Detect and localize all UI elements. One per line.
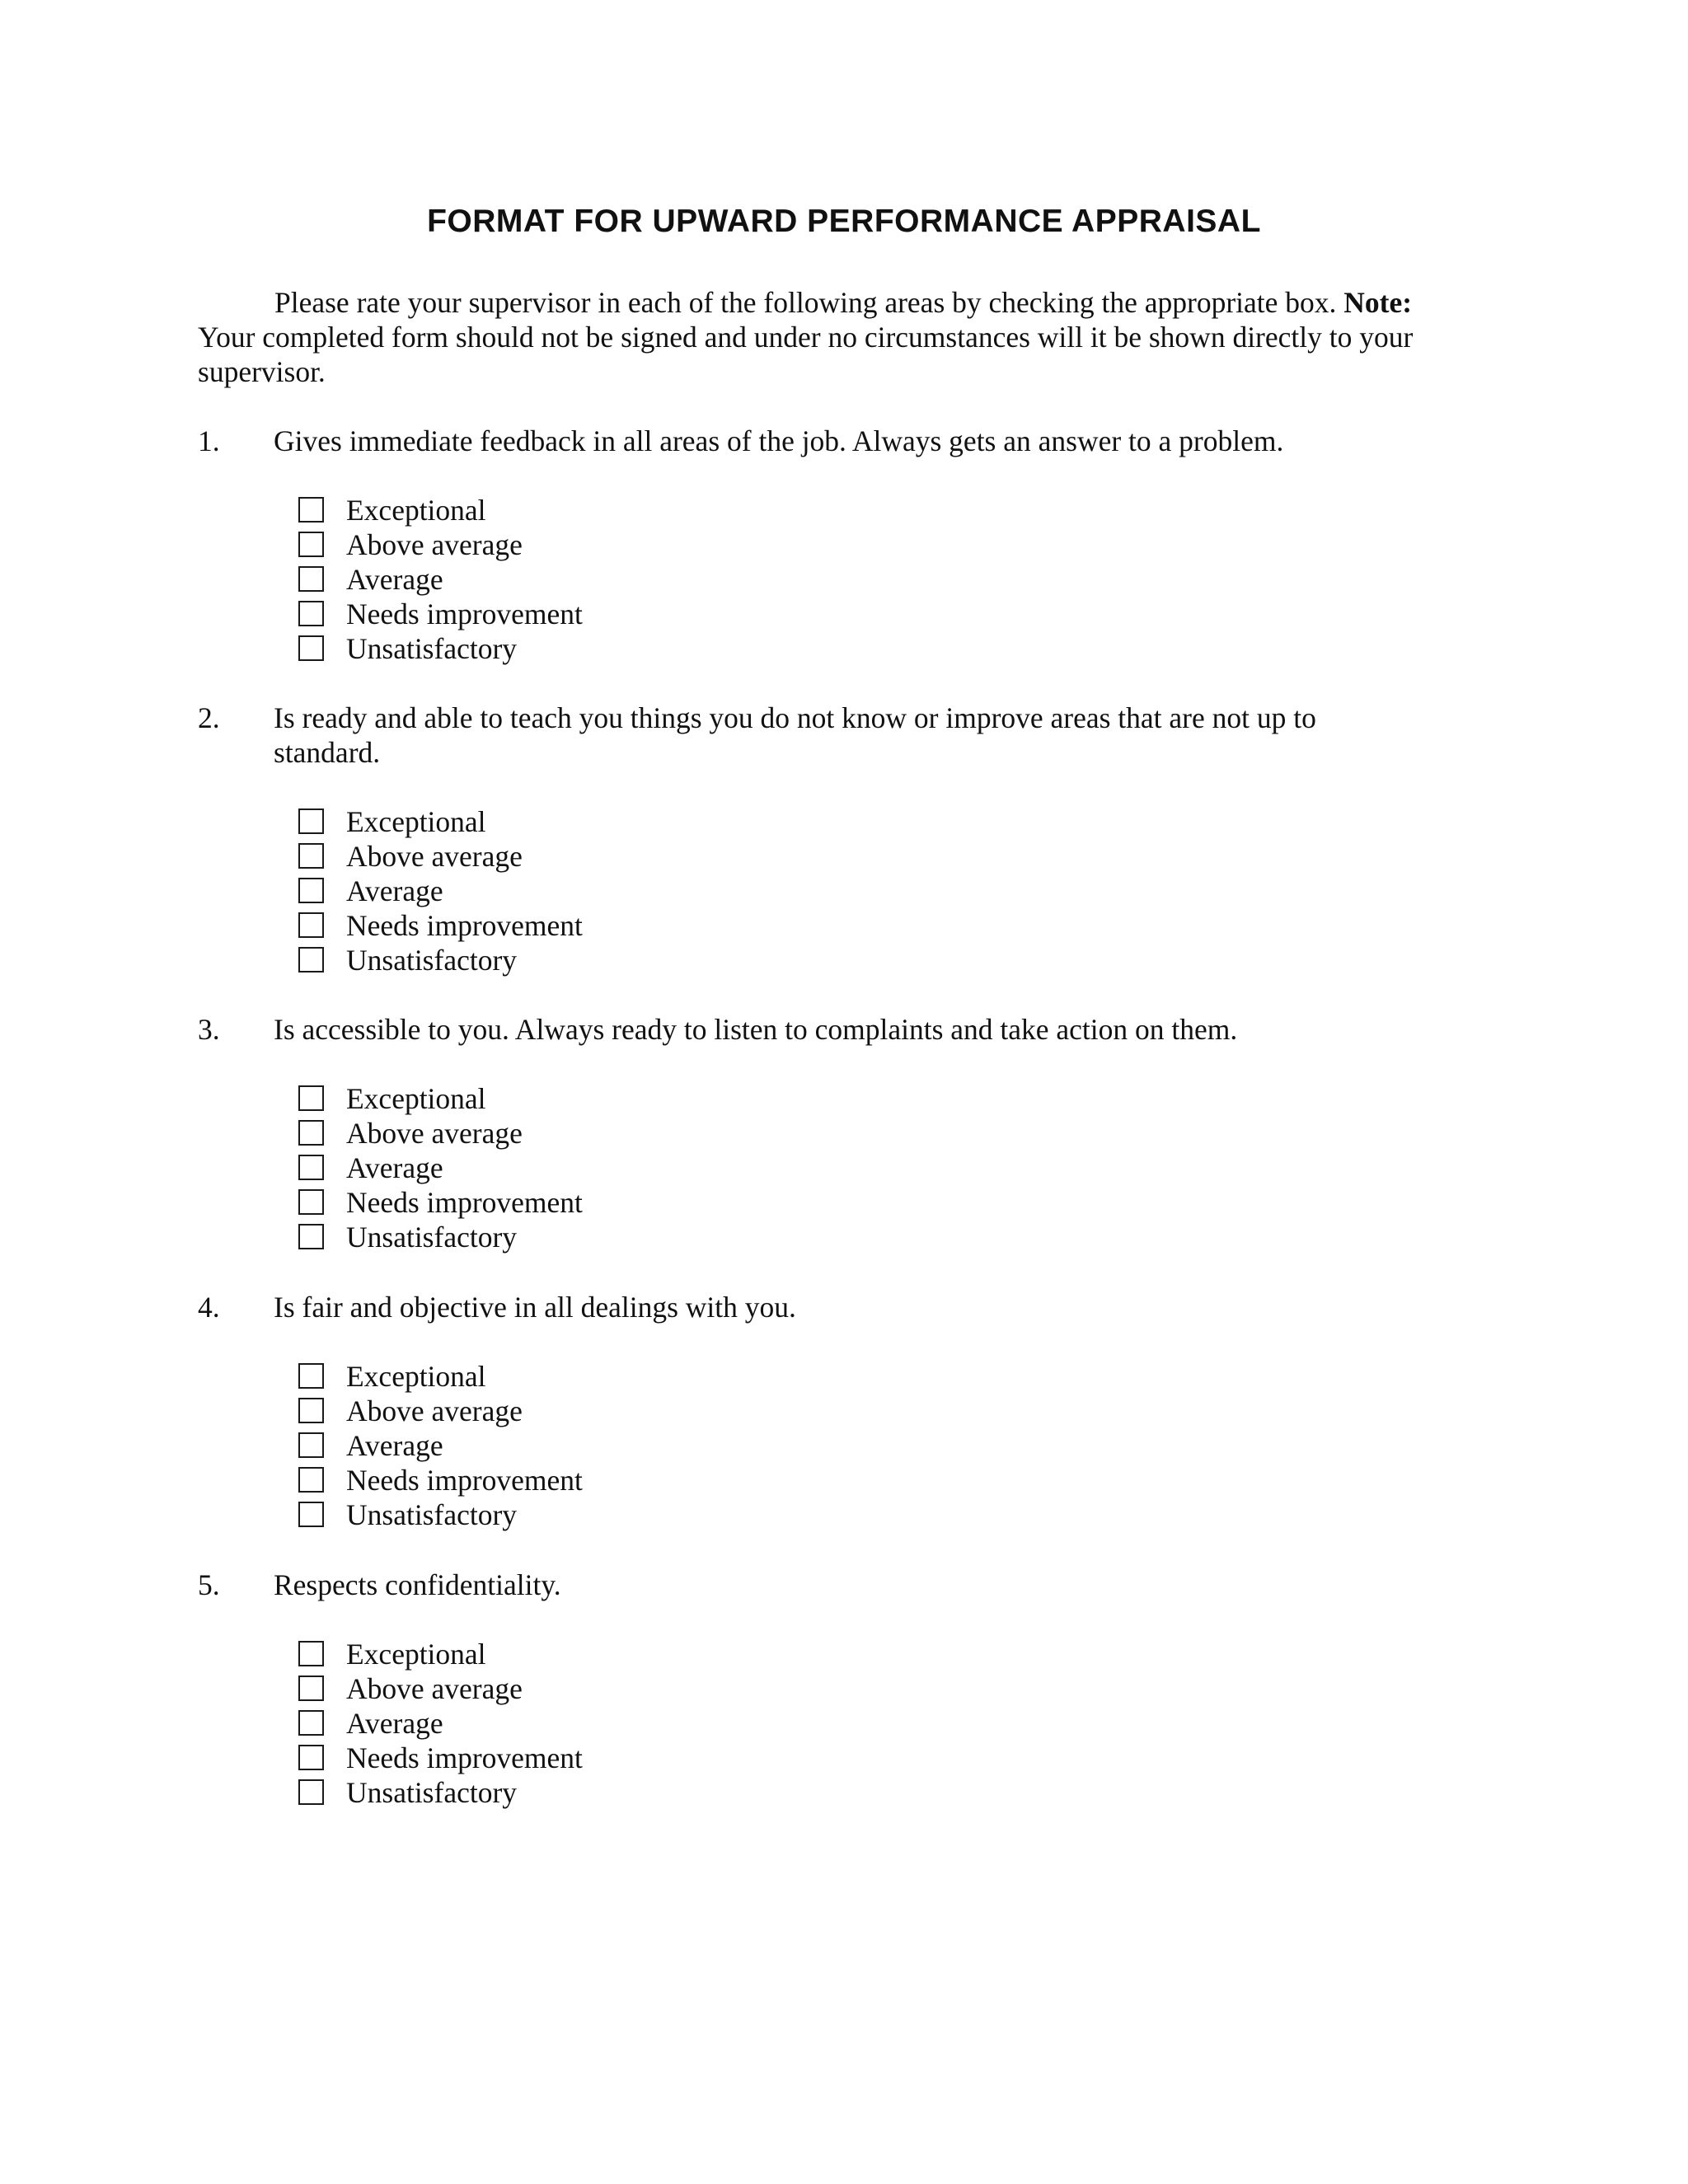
option-label: Unsatisfactory bbox=[346, 1498, 518, 1531]
checkbox-empty-icon[interactable] bbox=[298, 1155, 324, 1180]
question-5 bbox=[198, 1568, 1467, 1810]
intro-note-label: Note: bbox=[1343, 286, 1413, 319]
checkbox-empty-icon[interactable] bbox=[298, 1641, 324, 1666]
checkbox-empty-icon[interactable] bbox=[298, 635, 324, 661]
checkbox-empty-icon[interactable] bbox=[298, 1398, 324, 1423]
question-text: Gives immediate feedback in all areas of the job. Always gets an answer to a problem. bbox=[274, 424, 1284, 457]
rating-options bbox=[298, 1637, 1467, 1810]
checkbox-empty-icon[interactable] bbox=[298, 843, 324, 869]
rating-option-above-average[interactable] bbox=[298, 527, 1467, 562]
rating-option-above-average[interactable] bbox=[298, 1394, 1467, 1428]
option-label: Average bbox=[346, 874, 443, 907]
rating-option-above-average[interactable] bbox=[298, 839, 1467, 874]
question-number: 3. bbox=[198, 1013, 220, 1046]
rating-options bbox=[298, 804, 1467, 977]
rating-option-exceptional[interactable] bbox=[298, 1081, 1467, 1116]
page-title: FORMAT FOR UPWARD PERFORMANCE APPRAISAL bbox=[427, 204, 1261, 239]
rating-option-above-average[interactable] bbox=[298, 1116, 1467, 1151]
rating-option-needs-improvement[interactable] bbox=[298, 908, 1467, 943]
option-label: Average bbox=[346, 1429, 443, 1462]
option-label: Unsatisfactory bbox=[346, 1776, 518, 1809]
option-label: Exceptional bbox=[346, 1360, 486, 1393]
option-label: Average bbox=[346, 1151, 443, 1184]
checkbox-empty-icon[interactable] bbox=[298, 601, 324, 626]
checkbox-empty-icon[interactable] bbox=[298, 1779, 324, 1805]
rating-option-above-average[interactable] bbox=[298, 1671, 1467, 1706]
checkbox-empty-icon[interactable] bbox=[298, 1120, 324, 1146]
rating-option-unsatisfactory[interactable] bbox=[298, 1775, 1467, 1810]
option-label: Above average bbox=[346, 528, 523, 561]
option-label: Above average bbox=[346, 1117, 523, 1150]
option-label: Needs improvement bbox=[346, 1741, 583, 1774]
option-label: Unsatisfactory bbox=[346, 632, 518, 665]
option-label: Needs improvement bbox=[346, 1464, 583, 1497]
question-number: 4. bbox=[198, 1291, 220, 1324]
option-label: Above average bbox=[346, 1394, 523, 1427]
rating-option-needs-improvement[interactable] bbox=[298, 1185, 1467, 1220]
intro-text-before: Please rate your supervisor in each of the following areas by checking the appropriate box. bbox=[274, 286, 1344, 319]
rating-option-exceptional[interactable] bbox=[298, 1359, 1467, 1394]
checkbox-empty-icon[interactable] bbox=[298, 912, 324, 938]
rating-option-average[interactable] bbox=[298, 1706, 1467, 1741]
question-3 bbox=[198, 1012, 1467, 1254]
checkbox-empty-icon[interactable] bbox=[298, 1675, 324, 1701]
option-label: Exceptional bbox=[346, 805, 486, 838]
option-label: Needs improvement bbox=[346, 1186, 583, 1219]
question-4 bbox=[198, 1290, 1467, 1532]
checkbox-empty-icon[interactable] bbox=[298, 532, 324, 557]
question-1 bbox=[198, 424, 1467, 666]
intro-paragraph bbox=[198, 285, 1467, 389]
option-label: Needs improvement bbox=[346, 909, 583, 942]
option-label: Exceptional bbox=[346, 1638, 486, 1671]
checkbox-empty-icon[interactable] bbox=[298, 1363, 324, 1389]
rating-option-average[interactable] bbox=[298, 562, 1467, 597]
question-text: Is fair and objective in all dealings with you. bbox=[274, 1291, 796, 1324]
checkbox-empty-icon[interactable] bbox=[298, 1085, 324, 1111]
question-2 bbox=[198, 701, 1467, 977]
checkbox-empty-icon[interactable] bbox=[298, 1710, 324, 1736]
question-text: Is accessible to you. Always ready to listen to complaints and take action on them. bbox=[274, 1013, 1238, 1046]
rating-option-unsatisfactory[interactable] bbox=[298, 1220, 1467, 1254]
checkbox-empty-icon[interactable] bbox=[298, 497, 324, 523]
rating-option-needs-improvement[interactable] bbox=[298, 597, 1467, 631]
checkbox-empty-icon[interactable] bbox=[298, 566, 324, 592]
rating-option-average[interactable] bbox=[298, 874, 1467, 908]
rating-option-needs-improvement[interactable] bbox=[298, 1741, 1467, 1775]
option-label: Average bbox=[346, 563, 443, 596]
rating-option-exceptional[interactable] bbox=[298, 493, 1467, 527]
checkbox-empty-icon[interactable] bbox=[298, 878, 324, 903]
option-label: Above average bbox=[346, 840, 523, 873]
rating-option-needs-improvement[interactable] bbox=[298, 1463, 1467, 1497]
question-number: 1. bbox=[198, 424, 220, 457]
rating-options bbox=[298, 1359, 1467, 1532]
rating-options bbox=[298, 1081, 1467, 1254]
checkbox-empty-icon[interactable] bbox=[298, 808, 324, 834]
option-label: Average bbox=[346, 1707, 443, 1740]
rating-option-unsatisfactory[interactable] bbox=[298, 631, 1467, 666]
checkbox-empty-icon[interactable] bbox=[298, 947, 324, 972]
rating-options bbox=[298, 493, 1467, 666]
checkbox-empty-icon[interactable] bbox=[298, 1745, 324, 1770]
option-label: Needs improvement bbox=[346, 598, 583, 630]
option-label: Exceptional bbox=[346, 1082, 486, 1115]
rating-option-average[interactable] bbox=[298, 1428, 1467, 1463]
question-number: 5. bbox=[198, 1568, 220, 1601]
option-label: Exceptional bbox=[346, 494, 486, 527]
checkbox-empty-icon[interactable] bbox=[298, 1502, 324, 1527]
option-label: Above average bbox=[346, 1672, 523, 1705]
question-text: Is ready and able to teach you things you do not know or improve areas that are not up to standard. bbox=[274, 701, 1316, 769]
option-label: Unsatisfactory bbox=[346, 1221, 518, 1254]
rating-option-unsatisfactory[interactable] bbox=[298, 943, 1467, 977]
intro-text-after: Your completed form should not be signed and under no circumstances will it be shown directly to your supervisor. bbox=[198, 321, 1414, 388]
checkbox-empty-icon[interactable] bbox=[298, 1467, 324, 1493]
question-number: 2. bbox=[198, 701, 220, 734]
rating-option-unsatisfactory[interactable] bbox=[298, 1497, 1467, 1532]
checkbox-empty-icon[interactable] bbox=[298, 1189, 324, 1215]
question-text: Respects confidentiality. bbox=[274, 1568, 561, 1601]
rating-option-average[interactable] bbox=[298, 1151, 1467, 1185]
checkbox-empty-icon[interactable] bbox=[298, 1224, 324, 1249]
option-label: Unsatisfactory bbox=[346, 944, 518, 977]
rating-option-exceptional[interactable] bbox=[298, 1637, 1467, 1671]
checkbox-empty-icon[interactable] bbox=[298, 1432, 324, 1458]
rating-option-exceptional[interactable] bbox=[298, 804, 1467, 839]
